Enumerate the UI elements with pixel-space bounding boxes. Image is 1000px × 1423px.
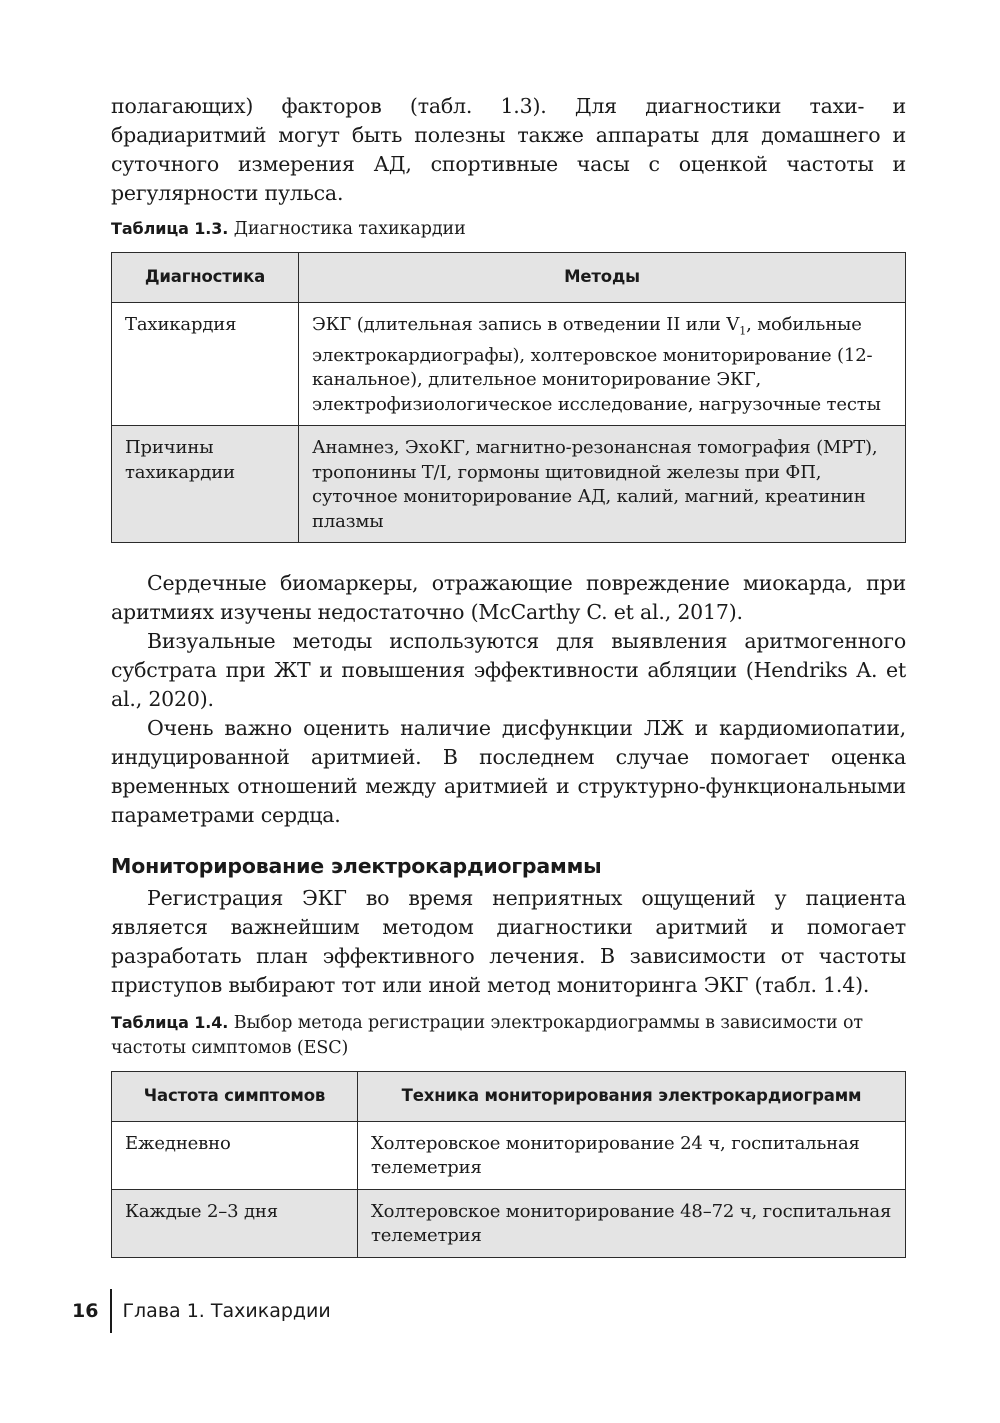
table-1-3-title: Диагностика тахикардии — [233, 219, 466, 239]
header-frequency: Частота симптомов — [112, 1072, 358, 1122]
paragraph-biomarkers: Сердечные биомаркеры, отражающие повреждение миокарда, при аритмиях изучены недостаточно (McCarthy C. et al., 2017). — [111, 571, 906, 625]
table-1-3 — [111, 252, 906, 543]
cell-diagnosis: Тахикардия — [112, 302, 299, 426]
table-1-4 — [111, 1071, 906, 1258]
page-number: 16 — [72, 1300, 99, 1322]
cell-technique: Холтеровское мониторирование 24 ч, госпитальная телеметрия — [358, 1121, 906, 1189]
table-1-4-label: Таблица 1.4. — [111, 1013, 229, 1033]
section-heading: Мониторирование электрокардиограммы — [111, 854, 602, 879]
footer-divider — [110, 1289, 112, 1333]
cell-diagnosis: Причины тахикардии — [112, 426, 299, 543]
header-diagnosis: Диагностика — [112, 253, 299, 303]
chapter-title: Глава 1. Тахикардии — [122, 1300, 331, 1322]
paragraph-dysfunction: Очень важно оценить наличие дисфункции ЛЖ и кардиомиопатии, индуцированной аритмией. В последнем случае помогает оценка временных отношений между аритмией и структурно-функциональными параметрами сердца. — [111, 716, 906, 828]
table-row — [112, 1121, 906, 1189]
table-row — [112, 426, 906, 543]
page-footer — [72, 1290, 331, 1332]
cell-methods: Анамнез, ЭхоКГ, магнитно-резонансная томография (МРТ), тропонины T/I, гормоны щитовидной железы при ФП, суточное мониторирование АД, калий, магний, креатинин плазмы — [299, 426, 906, 543]
cell-frequency: Ежедневно — [112, 1121, 358, 1189]
cell-technique: Холтеровское мониторирование 48–72 ч, госпитальная телеметрия — [358, 1189, 906, 1257]
cell-methods — [299, 302, 906, 426]
methods-text-b: , мобильные электрокардиографы), холтеровское мониторирование (12-канальное), длительное мониторирование ЭКГ, электрофизиологическое исследование, нагрузочные тесты — [312, 313, 881, 415]
table-header-row — [112, 253, 906, 303]
table-1-4-title: Выбор метода регистрации электрокардиограммы в зависимости от частоты симптомов (ESC) — [111, 1013, 864, 1059]
table-row — [112, 302, 906, 426]
methods-text-a: ЭКГ (длительная запись в отведении II или V — [312, 313, 740, 335]
table-1-3-label: Таблица 1.3. — [111, 219, 229, 238]
table-header-row — [112, 1072, 906, 1122]
intro-paragraph: полагающих) факторов (табл. 1.3). Для диагностики тахи- и брадиаритмий могут быть полезны также аппараты для домашнего и суточного измерения АД, спортивные часы с оценкой частоты и регулярности пульса. — [111, 94, 906, 205]
header-technique: Техника мониторирования электрокардиограмм — [358, 1072, 906, 1122]
section-paragraph: Регистрация ЭКГ во время неприятных ощущений у пациента является важнейшим методом диагностики аритмий и помогает разработать план эффективного лечения. В зависимости от частоты приступов выбирают тот или иной метод мониторинга ЭКГ (табл. 1.4). — [111, 886, 906, 998]
table-row — [112, 1189, 906, 1257]
paragraph-visual-methods: Визуальные методы используются для выявления аритмогенного субстрата при ЖТ и повышения эффективности абляции (Hendriks A. et al., 2020). — [111, 629, 906, 712]
page-content — [111, 92, 906, 1258]
table-1-4-caption — [111, 1010, 906, 1061]
methods-subscript: 1 — [739, 324, 747, 338]
header-methods: Методы — [299, 253, 906, 303]
cell-frequency: Каждые 2–3 дня — [112, 1189, 358, 1257]
table-1-3-caption — [111, 216, 906, 242]
